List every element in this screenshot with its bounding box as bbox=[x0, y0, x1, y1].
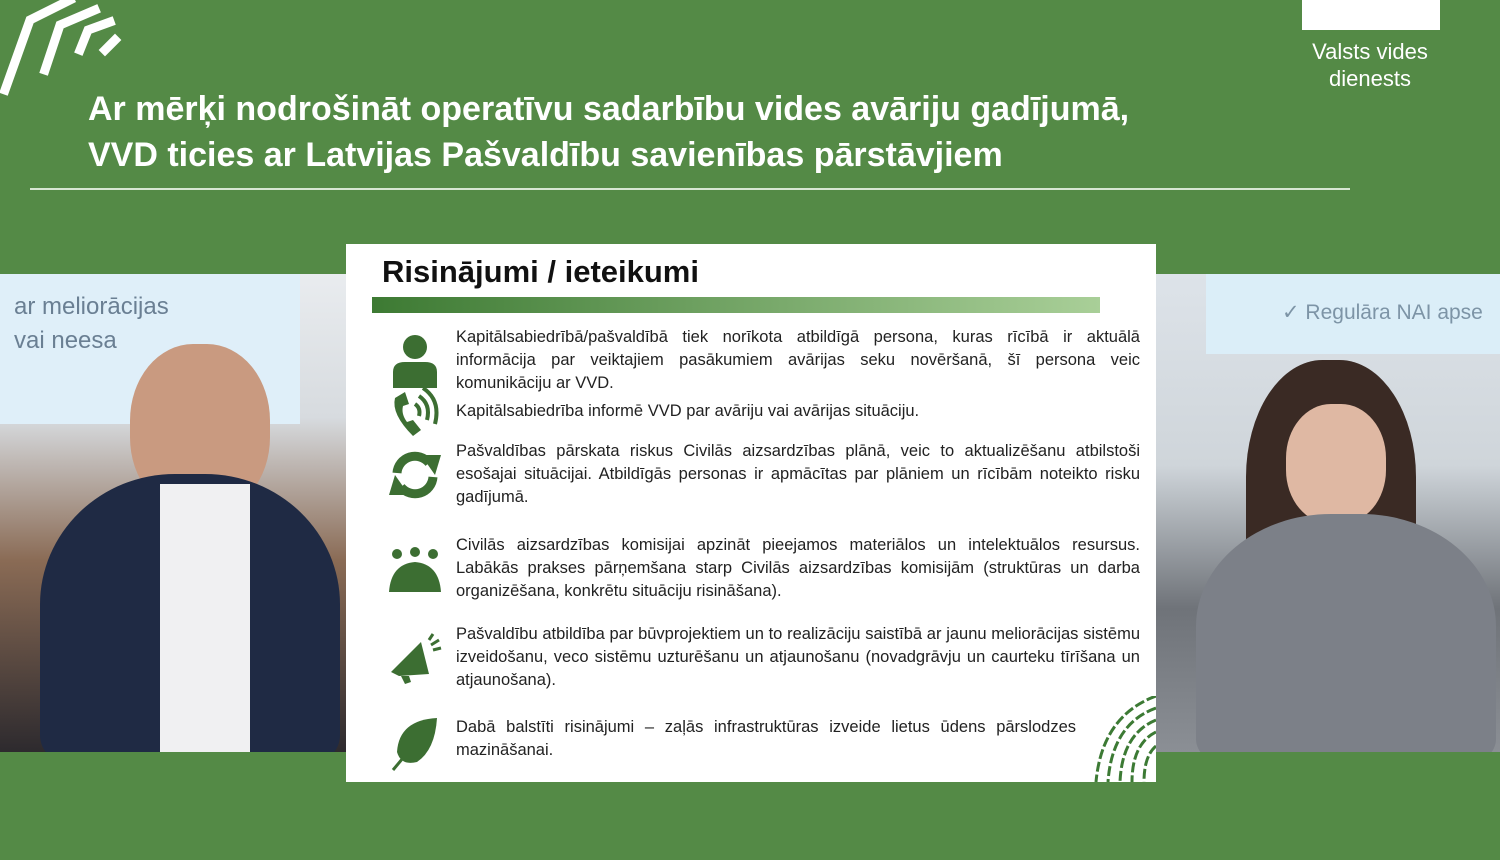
brand-name bbox=[1290, 38, 1450, 92]
title-accent-bar bbox=[372, 297, 1100, 313]
list-item bbox=[386, 623, 1146, 692]
screen-text: ar meliorācijas bbox=[14, 293, 169, 320]
presentation-slide bbox=[346, 244, 1156, 782]
item-text: Kapitālsabiedrībā/pašvaldībā tiek norīkota atbildīgā persona, kuras rīcībā ir aktuālā informācija par veiktajiem pasākumiem avārijas seku novēršanā, šī persona veic komunikāciju ar VVD. bbox=[456, 328, 1140, 392]
megaphone-icon bbox=[386, 623, 444, 692]
item-text: Pašvaldības pārskata riskus Civilās aizsardzības plānā, veic to aktualizēšanu atbilstoši esošajai situācijai. Atbildīgās personas ir apmācītas par plāniem un rīcībām noteikto risku gadījumā. bbox=[456, 442, 1140, 506]
background-screen: ✓ Regulāra NAI apse bbox=[1206, 274, 1500, 354]
list-item bbox=[386, 440, 1146, 509]
slide-title: Risinājumi / ieteikumi bbox=[382, 254, 699, 289]
video-left-speaker bbox=[0, 274, 346, 752]
divider bbox=[30, 188, 1350, 190]
speaker-shirt bbox=[160, 484, 250, 752]
fingerprint-decoration-icon bbox=[1092, 696, 1156, 782]
list-item bbox=[386, 384, 1146, 440]
item-text: Kapitālsabiedrība informē VVD par avāriju vai avārijas situāciju. bbox=[456, 402, 920, 420]
item-text: Dabā balstīti risinājumi – zaļās infrastruktūras izveide lietus ūdens pārslodzes mazināšanai. bbox=[456, 718, 1076, 759]
screen-text: vai neesa bbox=[14, 327, 117, 354]
brand-line-1: Valsts vides bbox=[1312, 39, 1428, 64]
speaker-face bbox=[1286, 404, 1386, 524]
refresh-icon bbox=[386, 440, 444, 509]
speaker-body bbox=[1196, 514, 1496, 752]
item-text: Pašvaldību atbildība par būvprojektiem un to realizāciju saistībā ar jaunu meliorācijas sistēmu izveidošanu, veco sistēmu uzturēšanu un atjaunošanu (novadgrāvju un caurteku tīrīšana un atjaunošana). bbox=[456, 625, 1140, 689]
list-item bbox=[386, 534, 1146, 603]
logo-stripes-icon bbox=[0, 0, 130, 100]
headline-line-2: VVD ticies ar Latvijas Pašvaldību savienības pārstāvjiem bbox=[88, 136, 1003, 174]
phone-icon bbox=[386, 384, 444, 440]
brand-logo-box bbox=[1302, 0, 1440, 30]
list-item bbox=[386, 716, 1146, 772]
video-right-speaker bbox=[1156, 274, 1500, 752]
group-icon bbox=[386, 534, 444, 603]
headline-line-1: Ar mērķi nodrošināt operatīvu sadarbību vides avāriju gadījumā, bbox=[88, 90, 1130, 128]
headline bbox=[88, 86, 1288, 178]
leaf-icon bbox=[386, 716, 444, 772]
item-text: Civilās aizsardzības komisijai apzināt pieejamos materiālos un intelektuālos resursus. Labākās prakses pārņemšana starp Civilās aizsardzības komisijām (struktūras un darba organizēšana, konkrētu situāciju risināšana). bbox=[456, 536, 1140, 600]
brand-line-2: dienests bbox=[1329, 66, 1411, 91]
